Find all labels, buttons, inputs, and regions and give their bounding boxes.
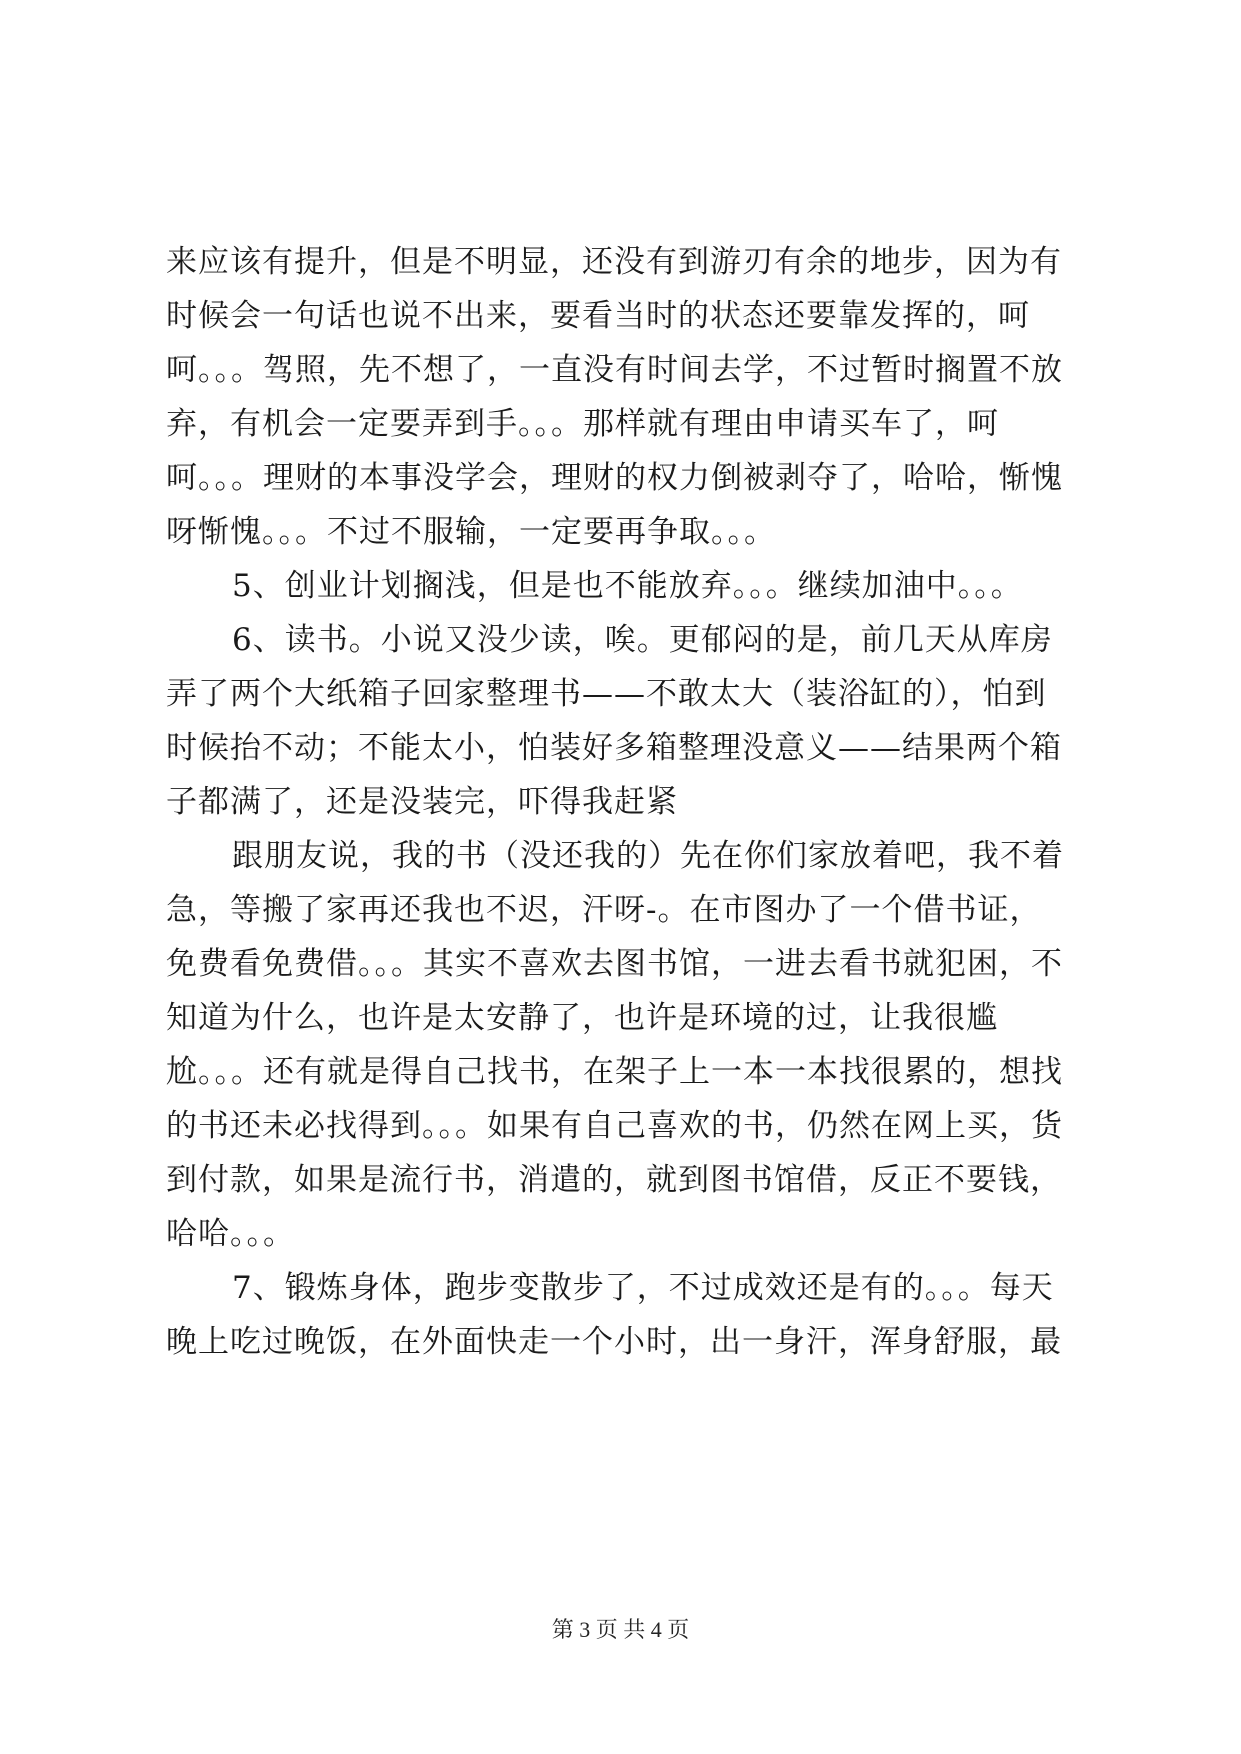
text-line: 弄了两个大纸箱子回家整理书——不敢太大（装浴缸的），怕到 [166, 676, 1047, 712]
text-line: 急，等搬了家再还我也不迟，汗呀-。在市图办了一个借书证， [166, 892, 1042, 928]
text-line: 尬。。。还有就是得自己找书，在架子上一本一本找很累的，想找 [166, 1054, 1063, 1090]
text-line: 7、锻炼身体，跑步变散步了，不过成效还是有的。。。每天 [232, 1270, 1054, 1306]
text-line: 时候会一句话也说不出来，要看当时的状态还要靠发挥的，呵 [166, 298, 1030, 334]
text-line: 到付款，如果是流行书，消遣的，就到图书馆借，反正不要钱， [166, 1162, 1062, 1198]
text-line: 的书还未必找得到。。。如果有自己喜欢的书，仍然在网上买，货 [166, 1108, 1063, 1144]
text-line: 子都满了，还是没装完，吓得我赶紧 [166, 784, 678, 820]
text-line: 来应该有提升，但是不明显，还没有到游刃有余的地步，因为有 [166, 244, 1062, 280]
text-line: 晚上吃过晚饭，在外面快走一个小时，出一身汗，浑身舒服，最 [166, 1324, 1062, 1360]
text-line: 5、创业计划搁浅，但是也不能放弃。。。继续加油中。。。 [232, 568, 1023, 604]
page-number-footer: 第 3 页 共 4 页 [551, 1617, 690, 1642]
text-line: 6、读书。小说又没少读，唉。更郁闷的是，前几天从库房 [232, 622, 1053, 658]
text-line: 知道为什么，也许是太安静了，也许是环境的过，让我很尴 [166, 1000, 998, 1036]
text-line: 时候抬不动；不能太小，怕装好多箱整理没意义——结果两个箱 [166, 730, 1062, 766]
text-line: 弃，有机会一定要弄到手。。。那样就有理由申请买车了，呵 [166, 406, 999, 442]
text-line: 跟朋友说，我的书（没还我的）先在你们家放着吧，我不着 [232, 838, 1064, 874]
text-line: 呀惭愧。。。不过不服输，一定要再争取。。。 [166, 514, 776, 550]
text-line: 哈哈。。。 [166, 1216, 295, 1252]
text-line: 免费看免费借。。。其实不喜欢去图书馆，一进去看书就犯困，不 [166, 946, 1063, 982]
text-line: 呵。。。理财的本事没学会，理财的权力倒被剥夺了，哈哈，惭愧 [166, 460, 1063, 496]
text-line: 呵。。。驾照，先不想了，一直没有时间去学，不过暂时搁置不放 [166, 352, 1063, 388]
